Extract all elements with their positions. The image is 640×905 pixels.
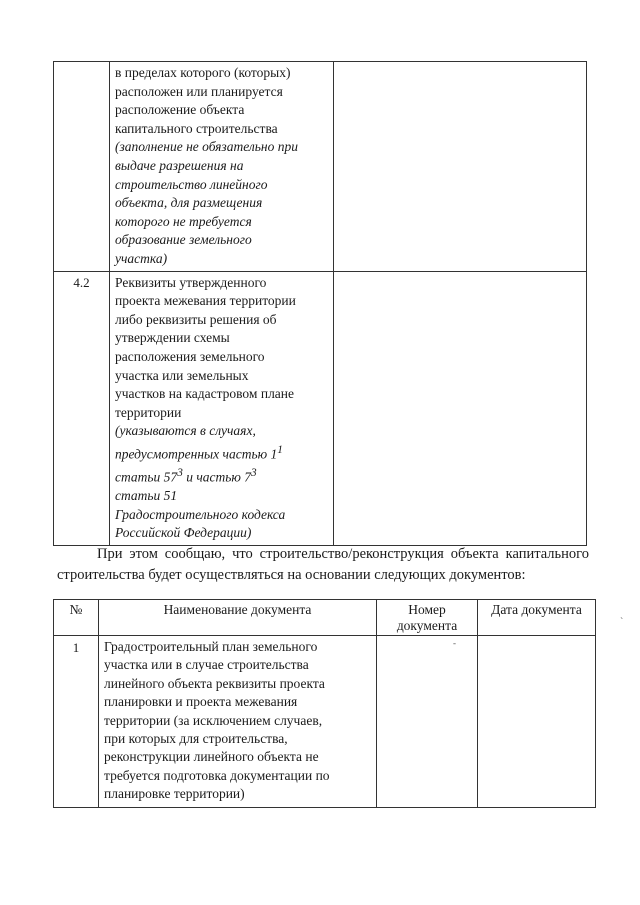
note-line: образование земельного xyxy=(115,232,252,248)
description-line: проекта межевания территории xyxy=(115,293,296,309)
column-header-date: Дата документа xyxy=(478,600,596,636)
description-line: в пределах которого (которых) xyxy=(115,65,291,80)
table-header-row xyxy=(54,600,596,636)
row-number-cell xyxy=(54,62,110,272)
description-line: утверждении схемы xyxy=(115,330,230,346)
description-line: Реквизиты утвержденного xyxy=(115,274,267,290)
description-line: расположение объекта xyxy=(115,102,245,118)
documents-table xyxy=(53,599,596,808)
note-text: предусмотренных частью 1 xyxy=(115,446,278,462)
table-row xyxy=(54,271,587,545)
description-line: расположения земельного xyxy=(115,348,265,364)
scan-mark: ` xyxy=(620,617,624,628)
documents-paragraph: При этом сообщаю, что строительство/реконструкция объекта капитального строительства будет осуществляться на основании следующих документов: xyxy=(57,546,589,583)
note-line: участка) xyxy=(115,250,168,266)
column-header-doc-number xyxy=(377,600,478,636)
row-value-cell[interactable] xyxy=(334,271,587,545)
row-description-cell xyxy=(110,271,334,545)
description-line: участков на кадастровом плане xyxy=(115,386,295,402)
scan-mark: - xyxy=(453,638,456,648)
note-line xyxy=(115,441,330,464)
note-line: которого не требуется xyxy=(115,213,252,229)
note-line: выдаче разрешения на xyxy=(115,157,244,173)
note-text: и частью 7 xyxy=(182,469,252,485)
note-line: Российской Федерации) xyxy=(115,525,252,541)
description-line: территории xyxy=(115,404,182,420)
note-line: (заполнение не обязательно при xyxy=(115,139,298,155)
column-header-name: Наименование документа xyxy=(99,600,377,636)
note-line: (указываются в случаях, xyxy=(115,423,256,439)
description-line: участка или земельных xyxy=(115,367,249,383)
header-line: документа xyxy=(396,618,458,633)
row-description-cell xyxy=(110,62,334,272)
document-name-line: территории (за исключением случаев, xyxy=(104,712,323,728)
document-name-line: требуется подготовка документации по xyxy=(104,767,330,783)
note-line: статьи 51 xyxy=(115,488,178,504)
document-name-line: реконструкции линейного объекта не xyxy=(104,749,319,765)
document-name-line: планировке территории) xyxy=(104,786,245,802)
note-line xyxy=(115,464,330,487)
document-name-line: планировки и проекта межевания xyxy=(104,694,298,710)
document-name-cell xyxy=(99,636,377,808)
table-row xyxy=(54,636,596,808)
section-4-table xyxy=(53,61,587,546)
row-number-cell: 1 xyxy=(54,636,99,808)
note-line: объекта, для размещения xyxy=(115,195,263,211)
header-line: Номер xyxy=(408,602,446,617)
superscript: 1 xyxy=(277,443,283,456)
document-name-line: при которых для строительства, xyxy=(104,731,288,747)
document-name-line: Градостроительный план земельного xyxy=(104,639,318,654)
note-text: статьи 57 xyxy=(115,469,178,485)
document-date-cell[interactable] xyxy=(478,636,596,808)
description-line: расположен или планируется xyxy=(115,83,283,99)
superscript: 3 xyxy=(177,466,183,479)
description-line: капитального строительства xyxy=(115,120,278,136)
column-header-number: № xyxy=(54,600,99,636)
superscript: 3 xyxy=(251,466,257,479)
table-row xyxy=(54,62,587,272)
description-line: либо реквизиты решения об xyxy=(115,311,277,327)
row-number-cell: 4.2 xyxy=(54,271,110,545)
document-name-line: участка или в случае строительства xyxy=(104,657,309,673)
note-line: Градостроительного кодекса xyxy=(115,506,286,522)
document-number-cell[interactable] xyxy=(377,636,478,808)
document-name-line: линейного объекта реквизиты проекта xyxy=(104,675,325,691)
note-line: строительство линейного xyxy=(115,176,268,192)
row-value-cell[interactable] xyxy=(334,62,587,272)
